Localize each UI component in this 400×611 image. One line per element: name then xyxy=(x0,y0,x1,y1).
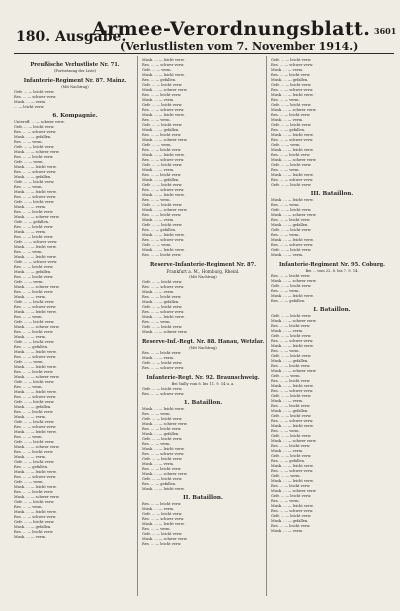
list-entry: Bei ... vom 22. 8. bis 7. 9. 14. xyxy=(305,269,359,273)
list-entry: Res. ... — schwer verw. xyxy=(271,178,314,182)
list-entry: Musk. ... — verm. xyxy=(14,230,47,234)
section-heading: I. Bataillon. xyxy=(313,307,351,313)
list-entry: Gefr. ... — leicht verw. xyxy=(142,280,183,284)
list-entry: Musk. ... — gefallen. xyxy=(271,78,309,82)
list-entry: Res. ... — leicht verw. xyxy=(271,113,311,117)
list-entry: Res. ... — gefallen. xyxy=(142,78,177,82)
list-entry: Musk. ... — schwer verw. xyxy=(142,138,188,142)
list-entry: Res. ... — verm. xyxy=(14,140,43,144)
list-entry: Gefr. ... — leicht verw. xyxy=(14,125,55,129)
list-entry: Gefr. ... — leicht verw. xyxy=(142,512,183,516)
list-entry: Musk. ... — schwer verw. xyxy=(14,215,60,219)
list-entry: Gefr. ... — leicht verw. xyxy=(271,183,312,187)
list-entry: Musk. ... — leicht verw. xyxy=(14,255,57,259)
list-entry: Gefr. ... — leicht verw. xyxy=(142,532,183,536)
list-entry: Gefr. ... — leicht verw. xyxy=(142,123,183,127)
list-entry: Musk. ... — leicht verw. xyxy=(271,479,314,483)
list-entry: Musk. ... — leicht verw. xyxy=(142,248,185,252)
list-entry: Res. ... — verm. xyxy=(142,527,171,531)
list-entry: Musk. ... — leicht verw. xyxy=(271,424,314,428)
regiment-heading: Infanterie-Regt. Nr. 92. Braunschweig. xyxy=(146,375,260,381)
list-entry: Res. ... — gefallen. xyxy=(271,459,306,463)
list-entry: Res. ... — schwer verw. xyxy=(142,108,185,112)
list-entry: Musk. ... — schwer verw. xyxy=(142,537,188,541)
regiment-subheading: Frankfurt a. M., Homburg, Rheinl. xyxy=(166,269,240,274)
list-entry: Musk. ... — verm. xyxy=(14,205,47,209)
list-entry: Res. ... — leicht verw. xyxy=(14,210,54,214)
list-entry: Gefr. ... — leicht verw. xyxy=(271,414,312,418)
list-entry: Res. ... — leicht verw. xyxy=(271,218,311,222)
list-entry: Res. ... — gefallen. xyxy=(142,228,177,232)
list-entry: Musk. ... — leicht verw. xyxy=(14,485,57,489)
list-entry: Res. ... — leicht verw. xyxy=(142,295,182,299)
list-entry: Musk. ... — verm. xyxy=(271,253,304,257)
list-entry: Musk. ... — verm. xyxy=(271,118,304,122)
list-entry: Gefr. ... — leicht verw. xyxy=(271,83,312,87)
list-entry: Musk. ... — gefallen. xyxy=(271,223,309,227)
list-entry: Res. ... — leicht verw. xyxy=(14,275,54,279)
list-entry: Gefr. ... — leicht verw. xyxy=(142,163,183,167)
list-entry: Res. ... — schwer verw. xyxy=(14,515,57,519)
list-entry: Musk. ... — verm. xyxy=(271,329,304,333)
list-entry: Musk. ... — leicht verw. xyxy=(271,238,314,242)
list-entry: Gefr. ... — leicht verw. xyxy=(142,223,183,227)
list-entry: Musk. ... — schwer verw. xyxy=(142,472,188,476)
list-entry: Gefr. ... — leicht verw. xyxy=(142,83,183,87)
list-entry: Musk. ... — schwer verw. xyxy=(14,285,60,289)
list-entry: Res. ... — schwer verw. xyxy=(142,517,185,521)
list-entry: Musk. ... — leicht verw. xyxy=(271,148,314,152)
list-entry: Musk. ... — leicht verw. xyxy=(14,430,57,434)
list-entry: Musk. ... — leicht verw. xyxy=(271,344,314,348)
list-entry: Gefr. ... — leicht verw. xyxy=(271,208,312,212)
list-entry: Res. ... — gefallen. xyxy=(271,128,306,132)
list-entry: Musk. ... — schwer verw. xyxy=(271,489,317,493)
column-divider xyxy=(266,56,267,596)
list-entry: Res. ... — leicht verw. xyxy=(271,524,311,528)
list-entry: Res. ... — leicht verw. xyxy=(14,155,54,159)
list-entry: Res. ... — leicht verw. xyxy=(14,450,54,454)
list-entry: Res. ... — verm. xyxy=(271,499,300,503)
list-entry: Gefr. ... — gefallen. xyxy=(14,220,50,224)
regiment-heading: Infanterie-Regiment Nr. 87. Mainz. xyxy=(23,78,127,84)
list-entry: Musk. ... — leicht verw. xyxy=(271,133,314,137)
list-entry: Res. ... — verm. xyxy=(14,315,43,319)
list-entry: Res. ... — verm. xyxy=(14,435,43,439)
list-entry: Musk. ... — gefallen. xyxy=(142,432,180,436)
list-entry: Res. ... — leicht verw. xyxy=(142,93,182,97)
list-entry: Musk. ... — leicht verw. xyxy=(142,58,185,62)
list-entry: Res. ... — verm. xyxy=(271,203,300,207)
list-entry: Res. ... — verm. xyxy=(142,320,171,324)
list-entry: Res. ... — leicht verw. xyxy=(14,290,54,294)
list-entry: Gefr. ... — leicht verw. xyxy=(14,460,55,464)
list-entry: Gefr. ... — leicht verw. xyxy=(14,500,55,504)
list-entry: Res. ... — verm. xyxy=(142,412,171,416)
list-entry: Musk. ... — gefallen. xyxy=(14,405,52,409)
list-entry: Gefr. ... — leicht verw. xyxy=(271,248,312,252)
list-entry: Gefr. ... — verm. xyxy=(14,360,44,364)
list-entry: (Mit Nachtrag) xyxy=(189,346,217,350)
list-entry: Res. ... — verm. xyxy=(14,250,43,254)
list-entry: Musk. ... — schwer verw. xyxy=(14,325,60,329)
list-entry: Res. ... — verm. xyxy=(14,185,43,189)
list-entry: Musk. ... — leicht verw. xyxy=(142,113,185,117)
column-divider xyxy=(137,56,138,596)
list-entry: Res. ... — leicht verw. xyxy=(271,324,311,328)
list-entry: Gefr. ... — leicht verw. xyxy=(271,314,312,318)
list-entry: Res. ... — schwer verw. xyxy=(271,63,314,67)
list-entry: Res. ... — schwer verw. xyxy=(14,305,57,309)
list-entry: Res. ... — schwer verw. xyxy=(14,355,57,359)
list-entry: Res. ... — schwer verw. xyxy=(271,88,314,92)
list-entry: Res. ... — leicht verw. xyxy=(142,213,182,217)
list-entry: Gefr. ... — verm. xyxy=(14,480,44,484)
masthead xyxy=(0,0,400,60)
list-entry: Res. ... — schwer verw. xyxy=(14,95,57,99)
list-entry: Res. ... — leicht verw. xyxy=(14,265,54,269)
list-entry: Musk. ... — verm. xyxy=(14,535,47,539)
regiment-heading: Infanterie-Regiment Nr. 95. Coburg. xyxy=(279,262,385,268)
list-entry: Gefr. ... — leicht verw. xyxy=(142,457,183,461)
list-entry: Res. ... — verm. xyxy=(142,118,171,122)
list-entry: Musk. ... — schwer verw. xyxy=(271,213,317,217)
list-entry: Gefr. ... — leicht verw. xyxy=(271,354,312,358)
section-heading: II. Bataillon. xyxy=(183,495,223,501)
list-entry: Musk. ... — verm. xyxy=(14,455,47,459)
list-entry: Res. ... — leicht verw. xyxy=(271,444,311,448)
list-entry: Musk. ... — leicht verw. xyxy=(142,522,185,526)
list-entry: Res. ... — verm. xyxy=(142,198,171,202)
list-entry: Musk. ... — verm. xyxy=(14,100,47,104)
list-entry: Musk. ... — schwer verw. xyxy=(271,439,317,443)
list-entry: Res. ... — leicht verw. xyxy=(271,379,311,383)
list-entry: Res. ... — schwer verw. xyxy=(271,138,314,142)
list-entry: Res. ... — schwer verw. xyxy=(271,469,314,473)
list-entry: Gefr. ... — leicht verw. xyxy=(271,103,312,107)
list-entry: Gefr. ... — leicht verw. xyxy=(271,434,312,438)
list-entry: Musk. ... — leicht verw. xyxy=(14,470,57,474)
list-entry: Musk. ... — leicht verw. xyxy=(14,350,57,354)
list-entry: Gefr. ... — leicht verw. xyxy=(14,145,55,149)
regiment-heading: Reserve-Infanterie-Regiment Nr. 87. xyxy=(149,262,257,268)
list-entry: Res. ... — schwer verw. xyxy=(142,310,185,314)
list-entry: Musk. ... — gefallen. xyxy=(14,135,52,139)
list-entry: Musk. ... — leicht verw. xyxy=(142,315,185,319)
list-entry: Musk. ... — schwer verw. xyxy=(271,108,317,112)
list-entry: Res. ... — schwer verw. xyxy=(14,475,57,479)
list-entry: Musk. ... — leicht verw. xyxy=(142,487,185,491)
list-entry: Musk. ... — verm. xyxy=(142,507,175,511)
list-entry: (Fortsetzung der Liste) xyxy=(53,69,97,73)
list-entry: Gefr. ... — leicht verw. xyxy=(142,477,183,481)
list-entry: Res. ... — verm. xyxy=(271,98,300,102)
list-entry: Musk. ... — verm. xyxy=(142,98,175,102)
list-entry: Gefr. ... — leicht verw. xyxy=(14,400,55,404)
list-entry: Res. ... — verm. xyxy=(271,168,300,172)
list-entry: Res. ... — verm. xyxy=(14,505,43,509)
list-entry: Res. ... — gefallen. xyxy=(142,482,177,486)
list-entry: Gefr. ... — leicht verw. xyxy=(14,380,55,384)
list-entry: Gefr. ... — leicht verw. xyxy=(142,305,183,309)
list-entry: Res. ... — schwer verw. xyxy=(271,419,314,423)
list-entry: Res. ... — leicht verw. xyxy=(14,530,54,534)
list-entry: Res. ... — schwer verw. xyxy=(142,285,185,289)
list-entry: Gefr. ... — leicht verw. xyxy=(271,454,312,458)
list-entry: Unteroff. ... — schwer verw. xyxy=(14,120,65,124)
list-entry: Musk. ... — leicht verw. xyxy=(142,193,185,197)
list-entry: Gefr. ... — leicht verw. xyxy=(14,420,55,424)
list-entry: Musk. ... — verm. xyxy=(271,399,304,403)
list-entry: Gefr. ... — leicht verw. xyxy=(271,284,312,288)
list-entry: Musk. ... — schwer verw. xyxy=(14,445,60,449)
list-entry: Musk. ... — verm. xyxy=(14,295,47,299)
list-entry: Gefr. ... — leicht verw. xyxy=(271,58,312,62)
list-entry: Gefr. ... — verm. xyxy=(271,474,301,478)
list-entry: Res. ... — verm. xyxy=(14,385,43,389)
list-entry: Musk. ... — verm. xyxy=(142,462,175,466)
list-entry: Gefr. ... — leicht verw. xyxy=(271,494,312,498)
text-column-2 xyxy=(142,58,264,588)
list-entry: Res. ... — leicht verw. xyxy=(271,274,311,278)
list-entry: Gefr. ... — leicht verw. xyxy=(14,320,55,324)
list-entry: Musk. ... — schwer verw. xyxy=(271,369,317,373)
list-entry: Res. ... — leicht verw. xyxy=(14,235,54,239)
list-entry: Gefr. ... — leicht verw. xyxy=(271,334,312,338)
list-entry: Res. ... — leicht verw. xyxy=(271,153,311,157)
list-entry: Gefr. ... — verm. xyxy=(142,143,172,147)
list-entry: Musk. ... — gefallen. xyxy=(142,300,180,304)
list-entry: Res. ... — schwer verw. xyxy=(142,366,185,370)
list-entry: Gefr. ... — leicht verw. xyxy=(142,183,183,187)
publication-subtitle: (Verlustlisten vom 7. November 1914.) xyxy=(120,40,359,53)
list-entry: Res. ... — leicht verw. xyxy=(142,542,182,546)
list-entry: Res. ... — verm. xyxy=(271,289,300,293)
list-entry: Musk. ... — verm. xyxy=(142,218,175,222)
list-entry: Res. ... — schwer verw. xyxy=(14,170,57,174)
list-entry: Musk. ... — leicht verw. xyxy=(271,173,314,177)
list-entry: Res. ... — leicht verw. xyxy=(142,351,182,355)
list-entry: Res. ... — schwer verw. xyxy=(14,195,57,199)
section-heading: 6. Kompagnie. xyxy=(52,113,98,119)
list-entry: Gefr. ... — verm. xyxy=(271,374,301,378)
list-entry: Res. ... — leicht verw. xyxy=(271,404,311,408)
list-entry: Musk. ... — leicht verw. xyxy=(142,153,185,157)
list-entry: Musk. ... — gefallen. xyxy=(271,519,309,523)
list-entry: Gefr. ... — leicht verw. xyxy=(14,200,55,204)
list-entry: Res. ... — leicht verw. xyxy=(142,253,182,257)
list-entry: Gefr. ... — leicht verw. xyxy=(14,180,55,184)
list-entry: Musk. ... — verm. xyxy=(142,356,175,360)
list-entry: Res. ... — schwer verw. xyxy=(142,188,185,192)
list-entry: Res. ... — schwer verw. xyxy=(14,130,57,134)
list-entry: Res. ... — schwer verw. xyxy=(14,425,57,429)
list-entry: Musk. ... — verm. xyxy=(14,415,47,419)
list-entry: Musk. ... — leicht verw. xyxy=(271,93,314,97)
list-entry: Bei Vailly vom 8. bis 11. 9. 14 u. a. xyxy=(171,382,235,386)
list-entry: Musk. ... — gefallen. xyxy=(271,359,309,363)
list-entry: Gefr. ... — leicht verw. xyxy=(14,340,55,344)
list-entry: Musk. ... — gefallen. xyxy=(142,128,180,132)
list-entry: Musk. ... — leicht verw. xyxy=(14,165,57,169)
list-entry: Musk. ... — leicht verw. xyxy=(271,198,314,202)
list-entry: Gefr. ... — verm. xyxy=(271,143,301,147)
list-entry: Musk. ... — leicht verw. xyxy=(14,390,57,394)
list-entry: (Mit Nachtrag) xyxy=(189,275,217,279)
list-entry: Musk. ... — leicht verw. xyxy=(14,510,57,514)
list-entry: Musk. ... — leicht verw. xyxy=(14,365,57,369)
list-entry: ... — leicht verw. xyxy=(14,105,45,109)
list-entry: Gefr. ... — leicht verw. xyxy=(142,437,183,441)
list-entry: Musk. ... — leicht verw. xyxy=(142,233,185,237)
list-entry: Musk. ... — leicht verw. xyxy=(271,384,314,388)
list-entry: Musk. ... — schwer verw. xyxy=(14,150,60,154)
list-entry: Musk. ... — gefallen. xyxy=(14,175,52,179)
list-entry: Musk. ... — leicht verw. xyxy=(142,73,185,77)
list-entry: Gefr. ... — leicht verw. xyxy=(271,514,312,518)
list-entry: Res. ... — leicht verw. xyxy=(142,427,182,431)
list-entry: Gefr. ... — verm. xyxy=(14,280,44,284)
list-entry: Musk. ... — schwer verw. xyxy=(14,495,60,499)
list-entry: Gefr. ... — leicht verw. xyxy=(14,440,55,444)
list-entry: Res. ... — verm. xyxy=(142,442,171,446)
list-entry: Res. ... — leicht verw. xyxy=(271,364,311,368)
list-entry: Musk. ... — leicht verw. xyxy=(14,245,57,249)
page-number: 3601 xyxy=(374,26,397,36)
list-entry: Musk. ... — schwer verw. xyxy=(271,279,317,283)
list-entry: Musk. ... — gefallen. xyxy=(142,178,180,182)
list-entry: Musk. ... — schwer verw. xyxy=(271,158,317,162)
list-entry: Musk. ... — leicht verw. xyxy=(271,464,314,468)
list-entry: Musk. ... — schwer verw. xyxy=(142,330,188,334)
section-heading: 1. Bataillon. xyxy=(183,400,223,406)
list-entry: Gefr. ... — schwer verw. xyxy=(14,240,58,244)
list-entry: Res. ... — verm. xyxy=(271,233,300,237)
list-entry: Res. ... — leicht verw. xyxy=(142,502,182,506)
list-entry: Res. ... — gefallen. xyxy=(14,465,49,469)
list-entry: Gefr. ... — leicht verw. xyxy=(271,163,312,167)
list-entry: Musk. ... — schwer verw. xyxy=(271,319,317,323)
list-entry: Gefr. ... — leicht verw. xyxy=(142,361,183,365)
edition-number: 180. Ausgabe. xyxy=(16,29,127,45)
list-entry: Musk. ... — verm. xyxy=(142,290,175,294)
list-entry: Res. ... — schwer verw. xyxy=(142,238,185,242)
list-entry: Musk. ... — leicht verw. xyxy=(271,294,314,298)
list-entry: Gefr. ... — leicht verw. xyxy=(14,300,55,304)
list-entry: Res. ... — schwer verw. xyxy=(271,243,314,247)
list-entry: Gefr. ... — schwer verw. xyxy=(14,260,58,264)
list-entry: Musk. ... — leicht verw. xyxy=(271,504,314,508)
list-entry: Musk. ... — verm. xyxy=(271,449,304,453)
list-entry: Gefr. ... — verm. xyxy=(142,68,172,72)
header-divider xyxy=(14,53,394,54)
list-entry: Musk. ... — schwer verw. xyxy=(14,375,60,379)
list-entry: Gefr. ... — verm. xyxy=(142,243,172,247)
text-column-3 xyxy=(271,58,393,588)
list-entry: Gefr. ... — leicht verw. xyxy=(14,90,55,94)
list-entry: Gefr. ... — leicht verw. xyxy=(271,228,312,232)
list-entry: Res. ... — schwer verw. xyxy=(142,452,185,456)
list-entry: Musk. ... — verm. xyxy=(14,335,47,339)
list-entry: Musk. ... — leicht verw. xyxy=(14,190,57,194)
list-entry: (Mit Nachtrag) xyxy=(61,85,89,89)
regiment-heading: Preußische Verlustliste Nr. 71. xyxy=(30,62,120,68)
list-entry: Res. ... — schwer verw. xyxy=(142,158,185,162)
section-heading: III. Bataillon. xyxy=(310,191,354,197)
list-entry: Res. ... — verm. xyxy=(271,349,300,353)
regiment-heading: Reserve-Inf.-Regt. Nr. 88. Hanau, Wetzlar. xyxy=(142,339,264,345)
publication-title: Armee-Verordnungsblatt. xyxy=(92,18,371,40)
list-entry: Res. ... — verm. xyxy=(271,429,300,433)
list-entry: Musk. ... — leicht verw. xyxy=(142,407,185,411)
list-entry: Res. ... — gefallen. xyxy=(271,299,306,303)
list-entry: Res. ... — leicht verw. xyxy=(14,330,54,334)
list-entry: Musk. ... — gefallen. xyxy=(14,525,52,529)
list-entry: Res. ... — schwer verw. xyxy=(14,395,57,399)
list-entry: Gefr. ... — leicht verw. xyxy=(271,123,312,127)
list-entry: Res. ... — leicht verw. xyxy=(142,133,182,137)
list-entry: Res. ... — leicht verw. xyxy=(142,467,182,471)
list-entry: Musk. ... — verm. xyxy=(271,68,304,72)
list-entry: Gefr. ... — leicht verw. xyxy=(142,417,183,421)
list-entry: Gefr. ... — leicht verw. xyxy=(142,103,183,107)
list-entry: Musk. ... — leicht verw. xyxy=(142,447,185,451)
list-entry: Gefr. ... — leicht verw. xyxy=(271,394,312,398)
list-entry: Res. ... — schwer verw. xyxy=(271,389,314,393)
list-entry: Res. ... — schwer verw. xyxy=(271,509,314,513)
list-entry: Res. ... — schwer verw. xyxy=(142,392,185,396)
list-entry: Res. ... — leicht verw. xyxy=(271,484,311,488)
list-entry: Res. ... — leicht verw. xyxy=(271,73,311,77)
list-entry: Res. ... — leicht verw. xyxy=(14,490,54,494)
list-entry: Musk. ... — verm. xyxy=(142,168,175,172)
list-entry: Gefr. ... — leicht verw. xyxy=(142,203,183,207)
list-entry: Res. ... — leicht verw. xyxy=(14,370,54,374)
list-entry: Gefr. ... — leicht verw. xyxy=(14,520,55,524)
list-entry: Res. ... — schwer verw. xyxy=(271,339,314,343)
list-entry: Gefr. ... — leicht verw. xyxy=(142,325,183,329)
list-entry: Gefr. ... — leicht verw. xyxy=(142,387,183,391)
text-column-1 xyxy=(14,58,136,588)
list-entry: Musk. ... — schwer verw. xyxy=(142,88,188,92)
list-entry: Res. ... — leicht verw. xyxy=(14,225,54,229)
list-entry: Musk. ... — gefallen. xyxy=(271,409,309,413)
list-entry: Gefr. ... — verm. xyxy=(14,160,44,164)
list-entry: Musk. ... — verm. xyxy=(271,529,304,533)
list-entry: Musk. ... — schwer verw. xyxy=(142,208,188,212)
list-entry: Res. ... — gefallen. xyxy=(14,345,49,349)
list-entry: Res. ... — schwer verw. xyxy=(142,63,185,67)
list-entry: Res. ... — leicht verw. xyxy=(142,148,182,152)
list-entry: Res. ... — leicht verw. xyxy=(14,410,54,414)
list-entry: Musk. ... — schwer verw. xyxy=(142,422,188,426)
list-entry: Musk. ... — gefallen. xyxy=(14,270,52,274)
list-entry: Res. ... — leicht verw. xyxy=(142,173,182,177)
list-entry: Musk. ... — leicht verw. xyxy=(14,310,57,314)
